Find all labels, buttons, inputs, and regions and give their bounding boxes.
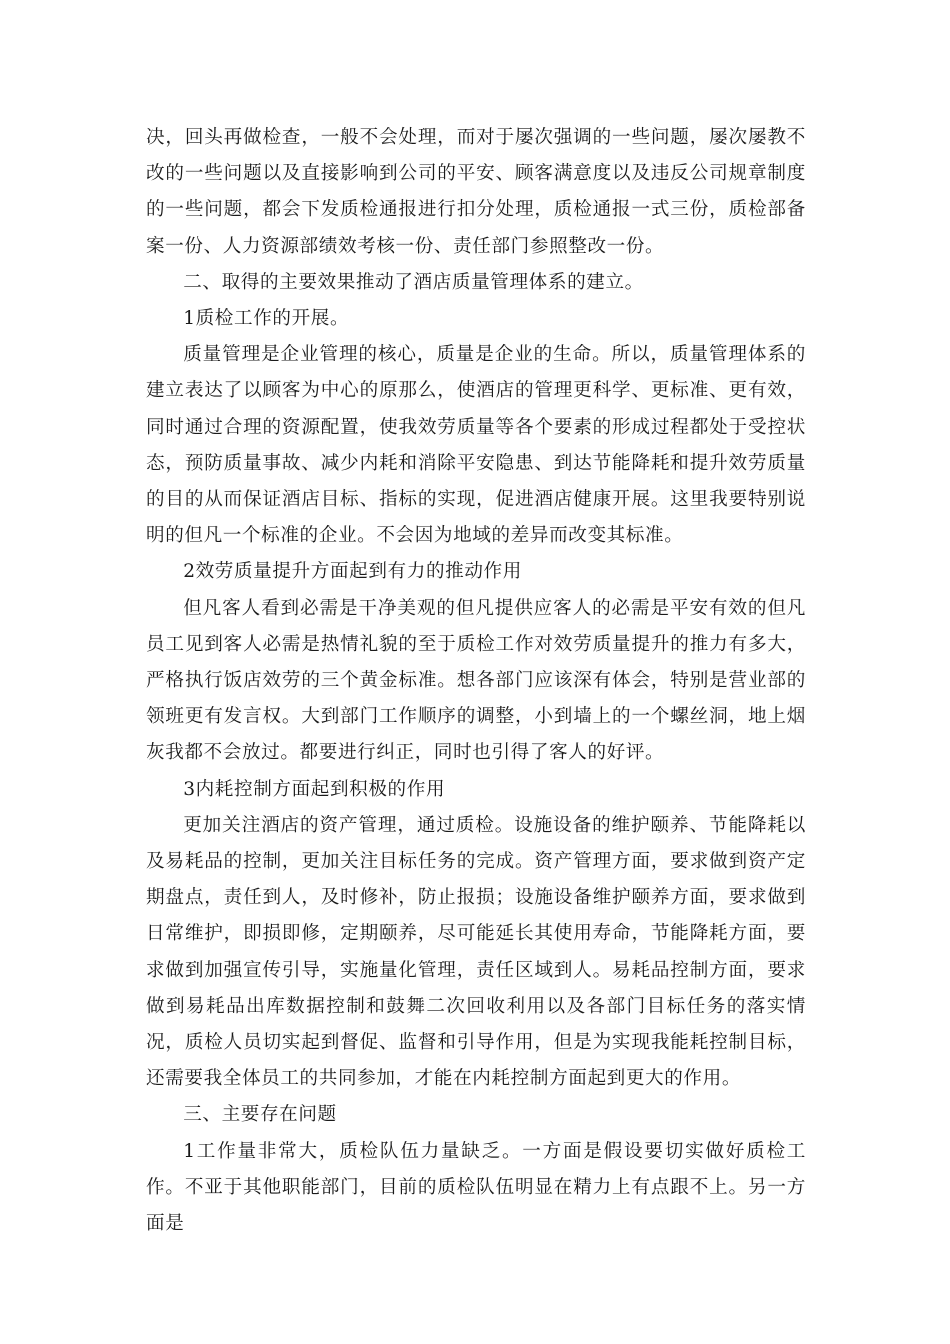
subheading-2-1: 1质检工作的开展。 [183, 308, 350, 330]
document-body [146, 120, 806, 1242]
section-heading-2: 二、取得的主要效果推动了酒店质量管理体系的建立。 [183, 271, 644, 293]
section-heading-3: 三、主要存在问题 [183, 1104, 337, 1126]
subheading-2-3: 3内耗控制方面起到积极的作用 [183, 778, 446, 800]
paragraph-consumption-control: 更加关注酒店的资产管理，通过质检。设施设备的维护颐养、节能降耗以及易耗品的控制，更加关注目标任务的完成。资产管理方面，要求做到资产定期盘点，责任到人，及时修补，防止报损；设施设备维护颐养方面，要求做到日常维护，即损即修，定期颐养，尽可能延长其使用寿命，节能降耗方面，要求做到加强宣传引导，实施量化管理，责任区域到人。易耗品控制方面，要求做到易耗品出库数据控制和鼓舞二次回收利用以及各部门目标任务的落实情况，质检人员切实起到督促、监督和引导作用，但是为实现我能耗控制目标，还需要我全体员工的共同参加，才能在内耗控制方面起到更大的作用。 [146, 814, 806, 1090]
subheading-2-2: 2效劳质量提升方面起到有力的推动作用 [183, 561, 522, 583]
paragraph-service-quality: 但凡客人看到必需是干净美观的但凡提供应客人的必需是平安有效的但凡员工见到客人必需是热情礼貌的至于质检工作对效劳质量提升的推力有多大，严格执行饭店效劳的三个黄金标准。想各部门应该深有体会，特别是营业部的领班更有发言权。大到部门工作顺序的调整，小到墙上的一个螺丝洞，地上烟灰我都不会放过。都要进行纠正，同时也引得了客人的好评。 [146, 597, 806, 764]
paragraph-quality-management: 质量管理是企业管理的核心，质量是企业的生命。所以，质量管理体系的建立表达了以顾客为中心的原那么，使酒店的管理更科学、更标准、更有效，同时通过合理的资源配置，使我效劳质量等各个要素的形成过程都处于受控状态，预防质量事故、减少内耗和消除平安隐患、到达节能降耗和提升效劳质量的目的从而保证酒店目标、指标的实现，促进酒店健康开展。这里我要特别说明的但凡一个标准的企业。不会因为地域的差异而改变其标准。 [146, 344, 806, 547]
paragraph-continuation: 决，回头再做检查，一般不会处理，而对于屡次强调的一些问题，屡次屡教不改的一些问题以及直接影响到公司的平安、顾客满意度以及违反公司规章制度的一些问题，都会下发质检通报进行扣分处理，质检通报一式三份，质检部备案一份、人力资源部绩效考核一份、责任部门参照整改一份。 [146, 127, 806, 257]
paragraph-problem-1: 1工作量非常大，质检队伍力量缺乏。一方面是假设要切实做好质检工作。不亚于其他职能部门，目前的质检队伍明显在精力上有点跟不上。另一方面是 [146, 1140, 806, 1235]
